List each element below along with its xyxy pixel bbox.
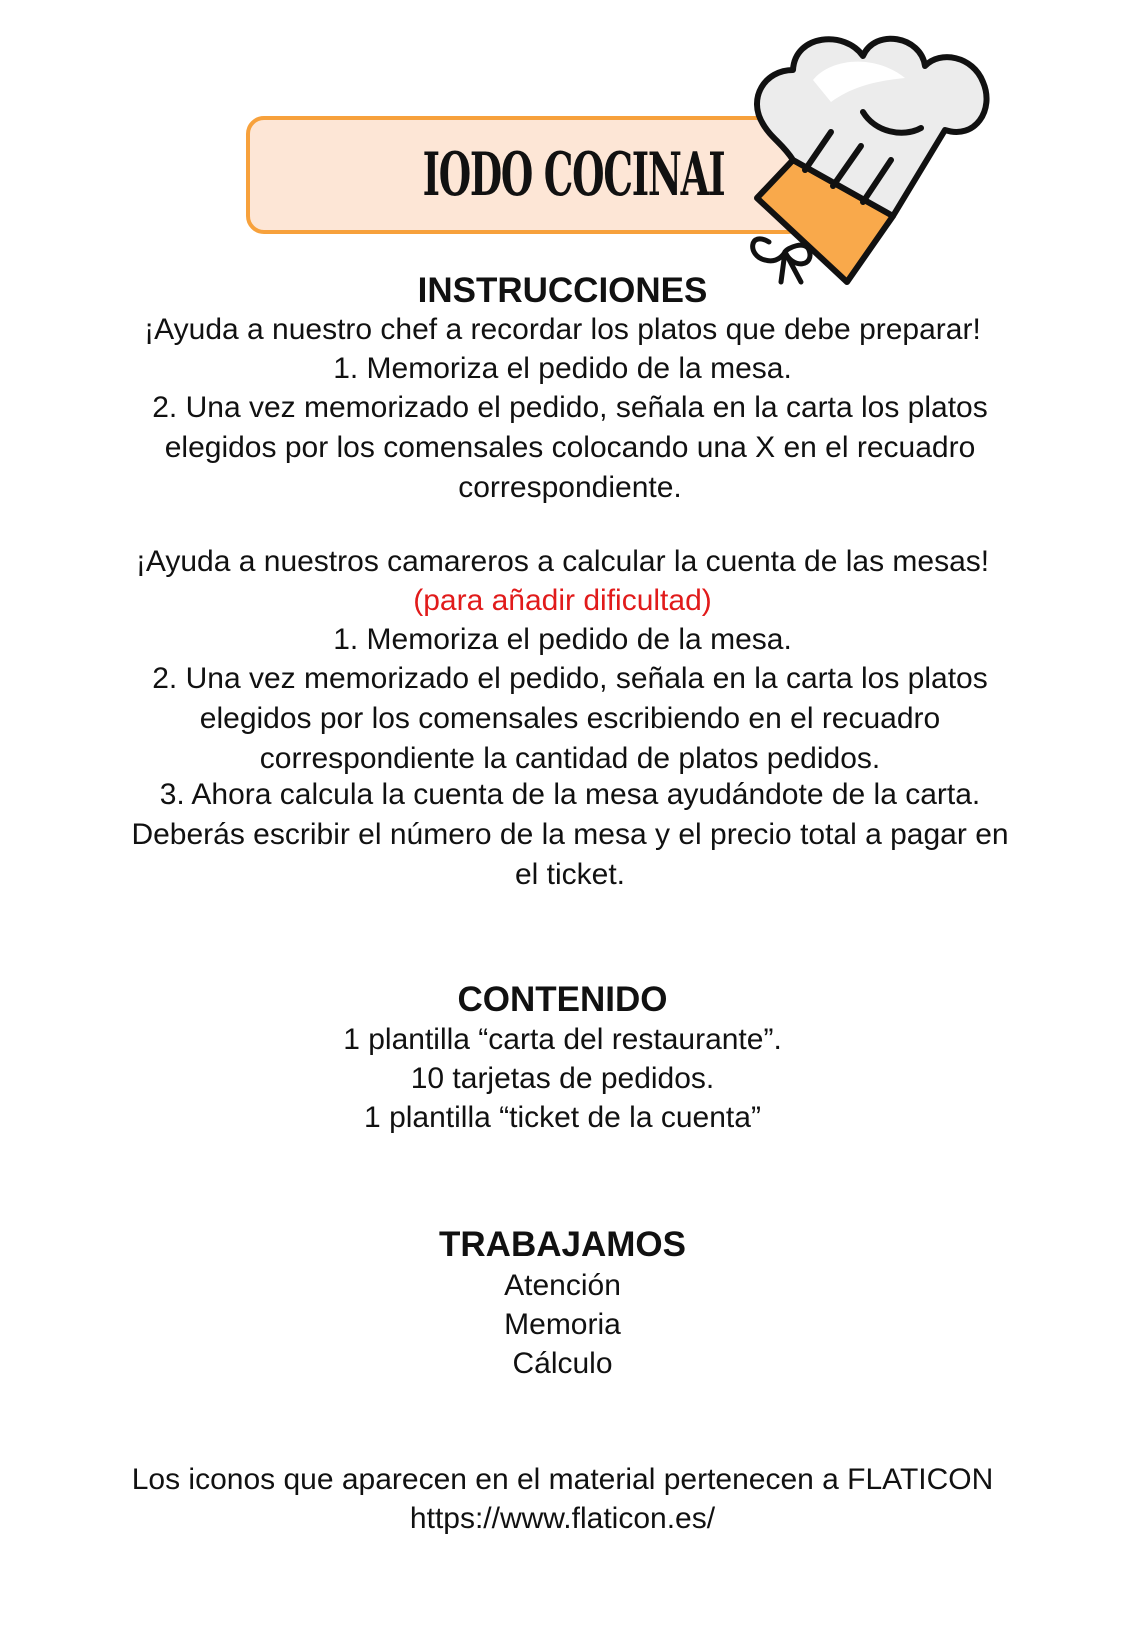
instructions-intro-waiter: ¡Ayuda a nuestros camareros a calcular la cuenta de las mesas! xyxy=(135,545,990,578)
waiter-step-3: 3. Ahora calcula la cuenta de la mesa ayudándote de la carta. Deberás escribir el número de la mesa y el precio total a pagar en el ticket. xyxy=(131,778,1009,891)
page-title: IODO COCINAI xyxy=(422,140,725,210)
content-item-ticket-template: 1 plantilla “ticket de la cuenta” xyxy=(364,1101,761,1134)
skill-calculation: Cálculo xyxy=(512,1347,613,1380)
skills-heading: TRABAJAMOS xyxy=(439,1225,686,1264)
footer-url[interactable]: https://www.flaticon.es/ xyxy=(409,1502,716,1535)
content-item-order-cards: 10 tarjetas de pedidos. xyxy=(410,1062,715,1095)
difficulty-note: (para añadir dificultad) xyxy=(413,584,712,617)
chef-step-1: 1. Memoriza el pedido de la mesa. xyxy=(333,352,792,385)
chef-step-2: 2. Una vez memorizado el pedido, señala en la carta los platos elegidos por los comensales colocando una X en el recuadro correspondiente. xyxy=(152,391,988,504)
waiter-step-2: 2. Una vez memorizado el pedido, señala en la carta los platos elegidos por los comensales escribiendo en el recuadro correspondiente la cantidad de platos pedidos. xyxy=(152,662,988,775)
skill-attention: Atención xyxy=(504,1269,621,1302)
content-item-menu-template: 1 plantilla “carta del restaurante”. xyxy=(343,1023,782,1056)
footer-credit: Los iconos que aparecen en el material pertenecen a FLATICON xyxy=(131,1463,994,1496)
skill-memory: Memoria xyxy=(504,1308,621,1341)
waiter-step-1: 1. Memoriza el pedido de la mesa. xyxy=(333,623,792,656)
chef-hat-icon xyxy=(735,20,1005,300)
instructions-intro-chef: ¡Ayuda a nuestro chef a recordar los platos que debe preparar! xyxy=(144,313,981,346)
content-heading: CONTENIDO xyxy=(457,980,668,1019)
instructions-heading: INSTRUCCIONES xyxy=(417,271,708,310)
